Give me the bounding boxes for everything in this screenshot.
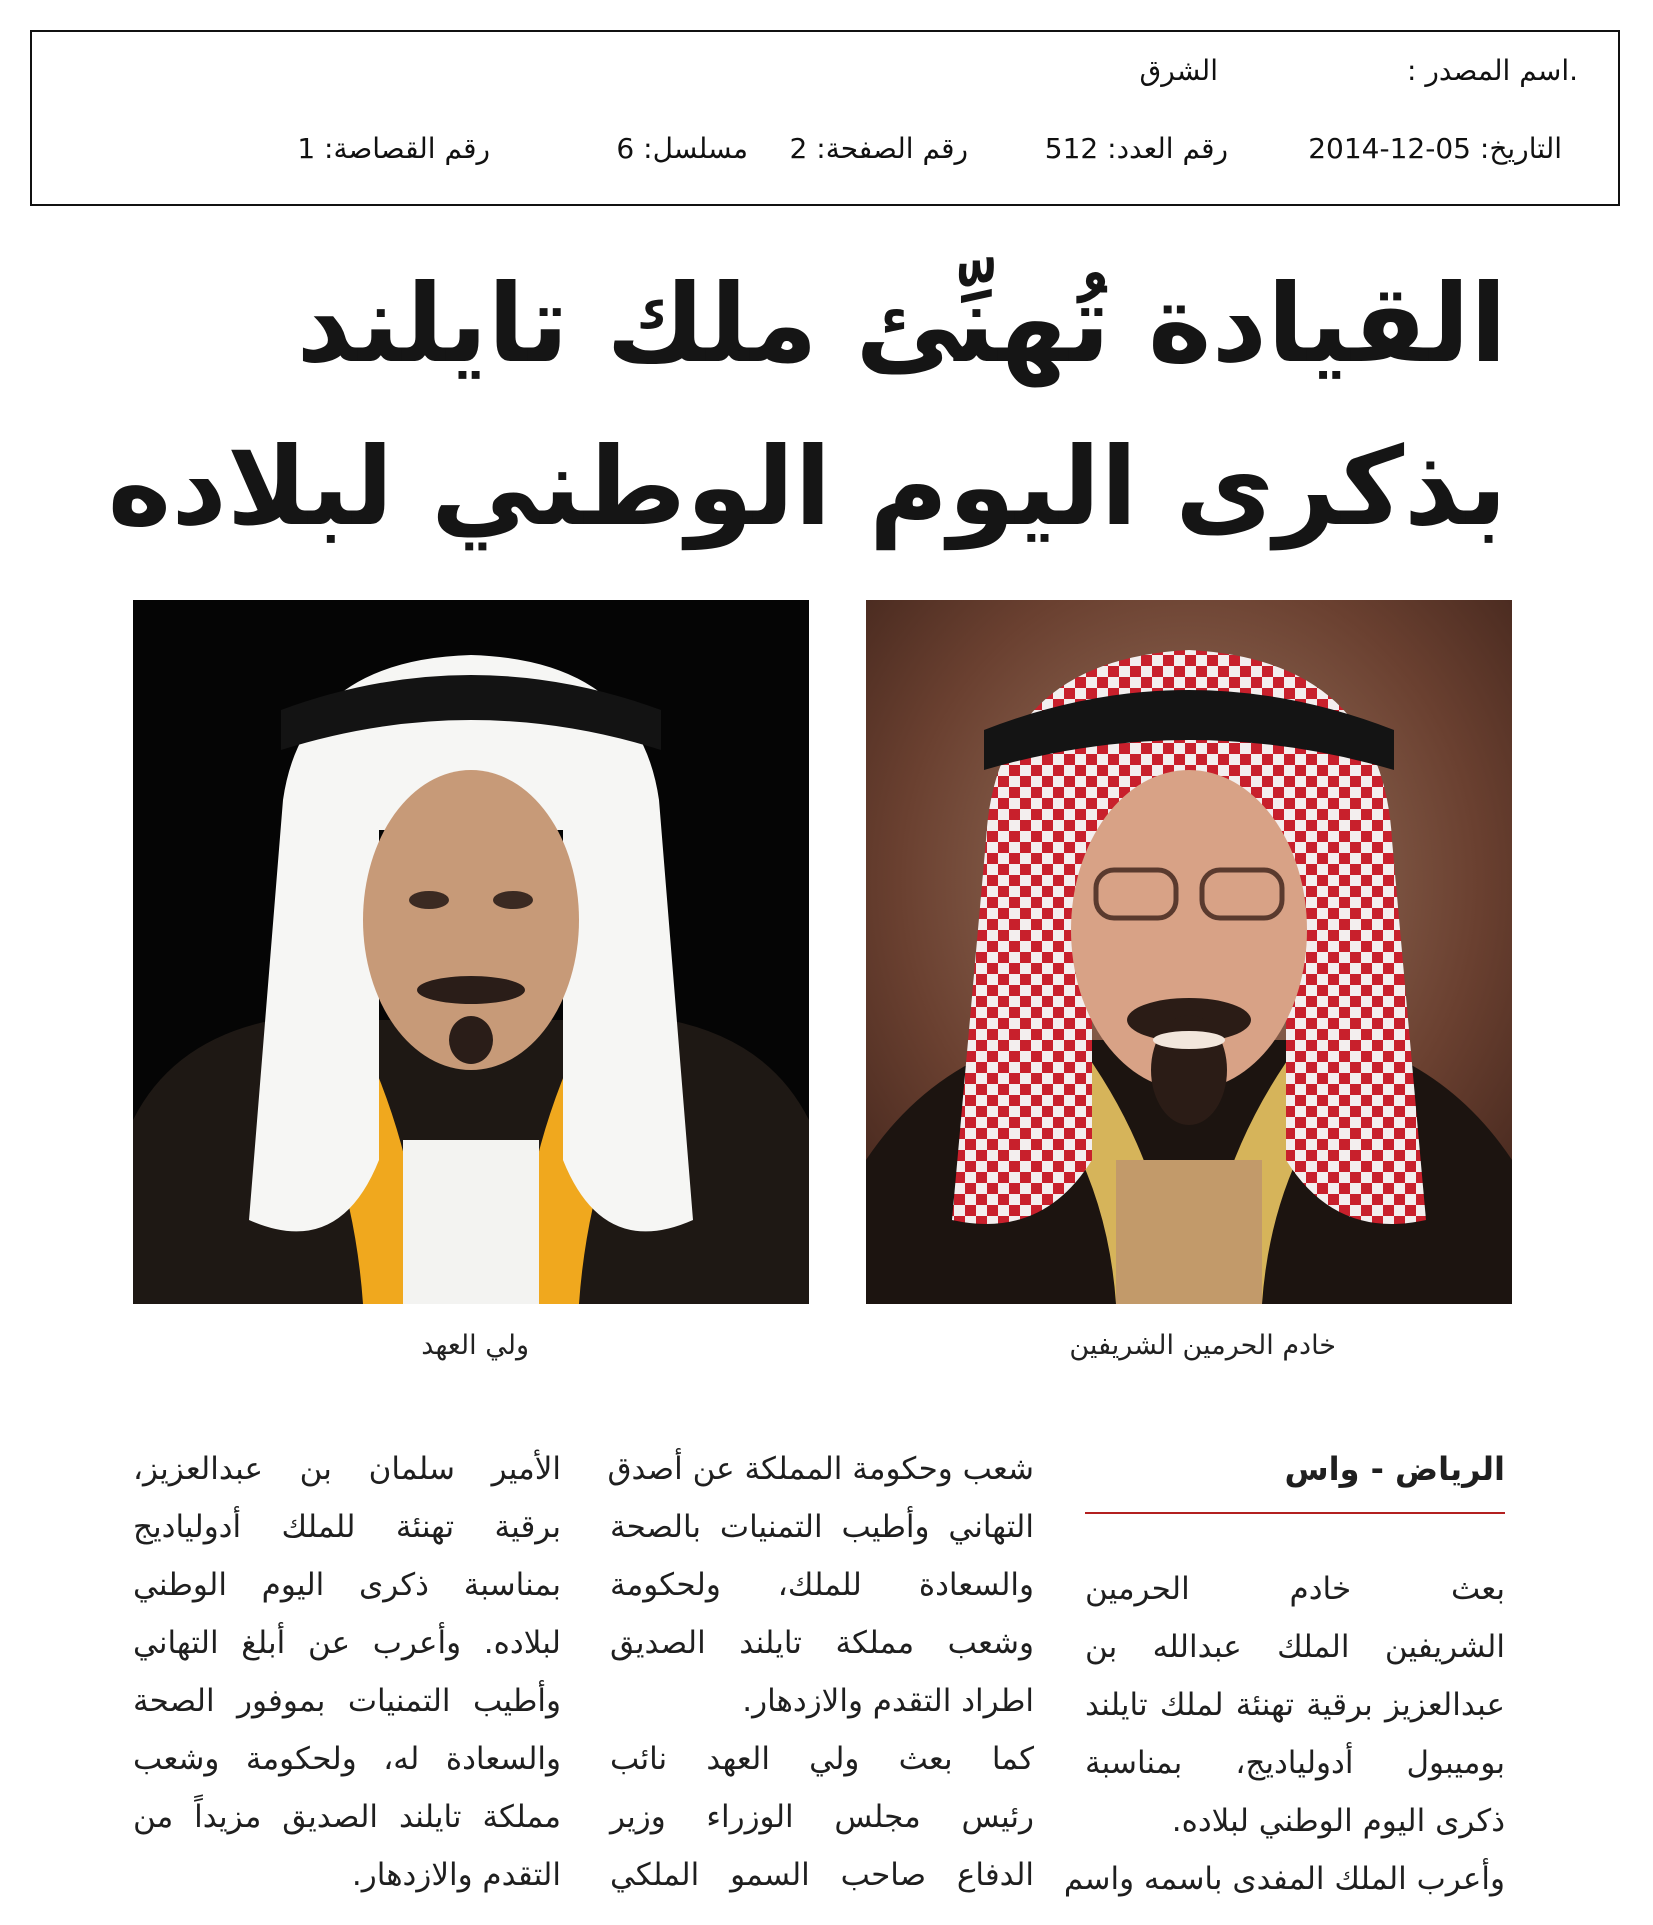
photo-crown-prince-portrait [133,600,809,1304]
text-line: عبدالعزيز برقية تهنئة لملك تايلند [1085,1687,1505,1723]
caption-crown-prince: ولي العهد [421,1330,529,1361]
serial-field: مسلسل: 6 [616,132,748,165]
text-line: الشريفين الملك عبدالله بن [1085,1629,1505,1665]
photo-king-portrait [866,600,1512,1304]
text-line: بمناسبة ذكرى اليوم الوطني [133,1567,561,1603]
text-line: والسعادة له، ولحكومة وشعب [133,1741,561,1777]
text-line: شعب وحكومة المملكة عن أصدق [607,1451,1034,1487]
article-dateline: الرياض - واس [1284,1450,1505,1488]
text-line: الدفاع صاحب السمو الملكي [610,1857,1034,1893]
text-line: وأطيب التمنيات بموفور الصحة [133,1683,561,1719]
text-line: الأمير سلمان بن عبدالعزيز، [133,1451,561,1487]
source-name-label: .اسم المصدر : [1406,54,1578,87]
article-column-3 [133,1440,561,1904]
headline-line-2: بذكرى اليوم الوطني لبلاده [107,425,1507,550]
article-column-2 [607,1440,1034,1904]
text-line: والسعادة للملك، ولحكومة [610,1567,1034,1603]
dateline-rule [1085,1512,1505,1514]
text-line: مملكة تايلند الصديق مزيداً من [133,1799,561,1835]
source-name-value: الشرق [1139,54,1218,87]
text-line: رئيس مجلس الوزراء وزير [610,1799,1034,1835]
text-line: وأعرب الملك المفدى باسمه واسم [1063,1861,1505,1897]
date-field: التاريخ: 05-12-2014 [1308,132,1562,165]
source-metadata-box [30,30,1620,206]
text-line: التقدم والازدهار. [351,1857,561,1893]
text-line: التهاني وأطيب التمنيات بالصحة [610,1509,1034,1545]
text-line: بعث خادم الحرمين [1085,1571,1505,1607]
text-line: وشعب مملكة تايلند الصديق [610,1625,1034,1661]
text-line: بوميبول أدولياديج، بمناسبة [1085,1745,1505,1781]
text-line: اطراد التقدم والازدهار. [742,1683,1034,1719]
text-line: برقية تهنئة للملك أدولياديج [133,1509,561,1545]
text-line: كما بعث ولي العهد نائب [610,1741,1034,1777]
issue-number-field: رقم العدد: 512 [1044,132,1228,165]
page-number-field: رقم الصفحة: 2 [789,132,968,165]
article-column-1 [1063,1440,1505,1908]
headline-line-1: القيادة تُهنِّئ ملك تايلند [296,262,1507,387]
text-line: لبلاده. وأعرب عن أبلغ التهاني [133,1625,561,1661]
caption-king: خادم الحرمين الشريفين [1069,1330,1336,1361]
text-line: ذكرى اليوم الوطني لبلاده. [1171,1803,1505,1839]
clip-number-field: رقم القصاصة: 1 [297,132,490,165]
